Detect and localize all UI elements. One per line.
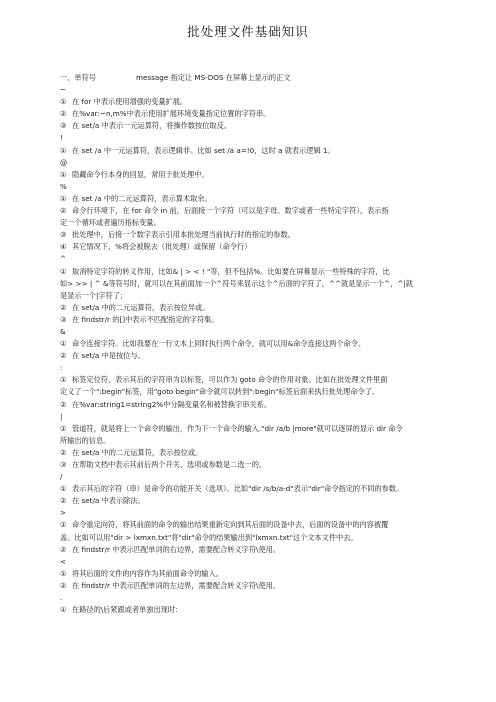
list-item <box>60 519 464 531</box>
list-item <box>60 266 464 278</box>
item-number: ② <box>60 302 67 312</box>
item-text: 其它情况下，%将会被脱去（批处理）或保留（命令行） <box>72 242 252 252</box>
item-text: 命令重定向符，将其前面的命令的输出结果重新定向到其后面的设备中去，后面的设备中的内容被覆 <box>72 520 389 530</box>
item-number: ① <box>60 375 67 385</box>
item-number: ① <box>60 97 67 107</box>
item-text: 在帮助文档中表示其前后两个开关、选项或参数是二选一的。 <box>72 460 267 469</box>
item-text: 命令连接字符。比如我要在一行文本上同时执行两个命令，就可以用&命令连接这两个命令。 <box>72 339 366 349</box>
item-text: 在 findstr/r 的[]中表示不匹配指定的字符集。 <box>72 314 219 324</box>
item-number: ③ <box>60 314 67 324</box>
item-number: ④ <box>60 242 67 252</box>
item-text: 在 set/a 中是按位与。 <box>72 351 145 361</box>
list-item <box>60 568 464 580</box>
list-item <box>60 108 464 120</box>
item-number: ② <box>60 544 67 554</box>
list-item <box>60 96 464 108</box>
item-text: 命令行环境下，在 for 命令 in 前，后面接一个字符（可以是字母、数字或者一些特定字符），表示指 <box>72 206 389 216</box>
list-item <box>60 447 464 459</box>
item-text: 在 set/a 中表示除法。 <box>72 496 145 506</box>
item-text: 在%var:~n,m%中表示使用扩展环境变量指定位置的字符串。 <box>72 109 271 119</box>
item-text: 在%var:string1=string2%中分隔变量名和被替换字串关系。 <box>72 399 272 409</box>
item-number: ① <box>60 423 67 433</box>
item-text: 在路径的\后紧跟或者单独出现时： <box>72 605 183 615</box>
item-number: ① <box>60 169 67 179</box>
item-text: 将其后面的文件的内容作为其前面命令的输入。 <box>72 568 223 578</box>
item-number: ③ <box>60 121 67 131</box>
list-item <box>60 229 464 241</box>
list-item <box>60 544 464 556</box>
list-item <box>60 193 464 205</box>
item-number: ② <box>60 580 67 590</box>
symbol-heading: / <box>60 472 63 482</box>
item-number: ③ <box>60 230 67 240</box>
symbol-heading: ^ <box>60 254 67 264</box>
item-number: ③ <box>60 460 67 469</box>
symbol-heading: > <box>60 508 67 518</box>
item-text: 在 set /a 中的二元运算符，表示算术取余。 <box>72 193 212 203</box>
symbol-heading: . <box>60 593 63 603</box>
list-item <box>60 302 464 314</box>
document-title: 批处理文件基础知识 <box>187 24 309 39</box>
item-number: ② <box>60 351 67 361</box>
item-number: ② <box>60 399 67 409</box>
item-number: ① <box>60 568 67 578</box>
item-number: ① <box>60 266 67 276</box>
symbol-heading: % <box>60 181 67 191</box>
list-item <box>60 580 464 592</box>
item-text: 在 findstr/r 中表示匹配单词的右边界，需要配合转义字符\使用。 <box>72 544 281 554</box>
symbol-heading: & <box>60 326 66 336</box>
list-item <box>60 604 464 616</box>
item-number: ② <box>60 496 67 506</box>
list-item <box>60 145 464 157</box>
list-item <box>60 423 464 435</box>
item-text: 在 set/a 中表示一元运算符，将操作数按位取反。 <box>72 121 231 131</box>
item-text: 在 for 中表示使用增强的变量扩展。 <box>72 97 188 107</box>
symbol-heading: ! <box>60 133 63 143</box>
list-item <box>60 350 464 362</box>
item-text: 批处理中，后接一个数字表示引用本批处理当前执行时的指定的参数。 <box>72 230 295 240</box>
continuation-line: 是显示一个|字符了； <box>60 290 128 300</box>
item-number: ② <box>60 206 67 216</box>
item-number: ① <box>60 339 67 349</box>
list-item <box>60 241 464 253</box>
item-text: 在 findstr/r 中表示匹配单词的左边界，需要配合转义字符\使用。 <box>72 580 281 590</box>
item-number: ① <box>60 605 67 615</box>
item-number: ② <box>60 109 67 119</box>
list-item <box>60 459 464 471</box>
list-item <box>60 338 464 350</box>
item-number: ① <box>60 193 67 203</box>
item-text: 隐藏命令行本身的回显，常用于批处理中。 <box>72 169 209 179</box>
list-item <box>60 495 464 507</box>
symbol-heading: @ <box>60 157 68 167</box>
item-text: 在 set/a 中的二元运算符，表示按位或。 <box>72 447 203 457</box>
item-number: ② <box>60 447 67 457</box>
item-number: ① <box>60 520 67 530</box>
list-item <box>60 169 464 181</box>
item-text: 表示其后的字符（串）是命令的功能开关（选项）。比如"dir /s/b/a-d"表示"dir"命令指定的不同的参数。 <box>72 484 404 494</box>
symbol-heading: : <box>60 363 63 373</box>
symbol-heading: < <box>60 556 67 566</box>
item-number: ① <box>60 145 67 155</box>
symbol-heading: ~ <box>60 85 67 95</box>
continuation-line: 所输出的信息。 <box>60 435 111 445</box>
item-text: 在 set /a 中一元运算符，表示逻辑非。比如 set /a a=!0，这时 a 就表示逻辑 1。 <box>72 145 335 155</box>
section-title: 一、单符号 <box>60 73 96 82</box>
section-note: message 指定让 MS-DOS 在屏幕上显示的正文 <box>135 73 291 82</box>
item-number: ① <box>60 484 67 494</box>
item-text: 管道符，就是将上一个命令的输出，作为下一个命令的输入."dir /a/b |more"就可以逐屏的显示 dir 命令 <box>72 423 403 433</box>
list-item <box>60 120 464 132</box>
list-item <box>60 374 464 386</box>
list-item <box>60 399 464 411</box>
list-item <box>60 314 464 326</box>
list-item <box>60 205 464 217</box>
section-header <box>60 72 464 84</box>
continuation-line: 定义了一个":begin"标签，用"goto begin"命令就可以转到":begin"标签后面来执行批处理命令了。 <box>60 387 380 397</box>
symbol-heading: | <box>60 411 63 421</box>
continuation-line: 定一个循环或者遍历指标变量。 <box>60 218 161 228</box>
item-text: 取消特定字符的转义作用，比如& | > < ! "等，但不包括%。比如要在屏幕显示一些特殊的字符，比 <box>72 266 390 276</box>
item-text: 在 set/a 中的二元运算符，表示按位异或。 <box>72 302 210 312</box>
item-text: 标签定位符，表示其后的字符串为以标签，可以作为 goto 命令的作用对象。比如在批处理文件里面 <box>72 375 388 385</box>
document-body <box>60 72 464 616</box>
list-item <box>60 483 464 495</box>
continuation-line: 盖。比如可以用"dir > lxmxn.txt"将"dir"命令的结果输出到"lxmxn.txt"这个文本文件中去。 <box>60 532 358 542</box>
continuation-line: 如> >> | ^ &等符号时，就可以在其前面加一个^符号来显示这个^后面的字符了，^^就是显示一个^，^|就 <box>60 278 413 288</box>
